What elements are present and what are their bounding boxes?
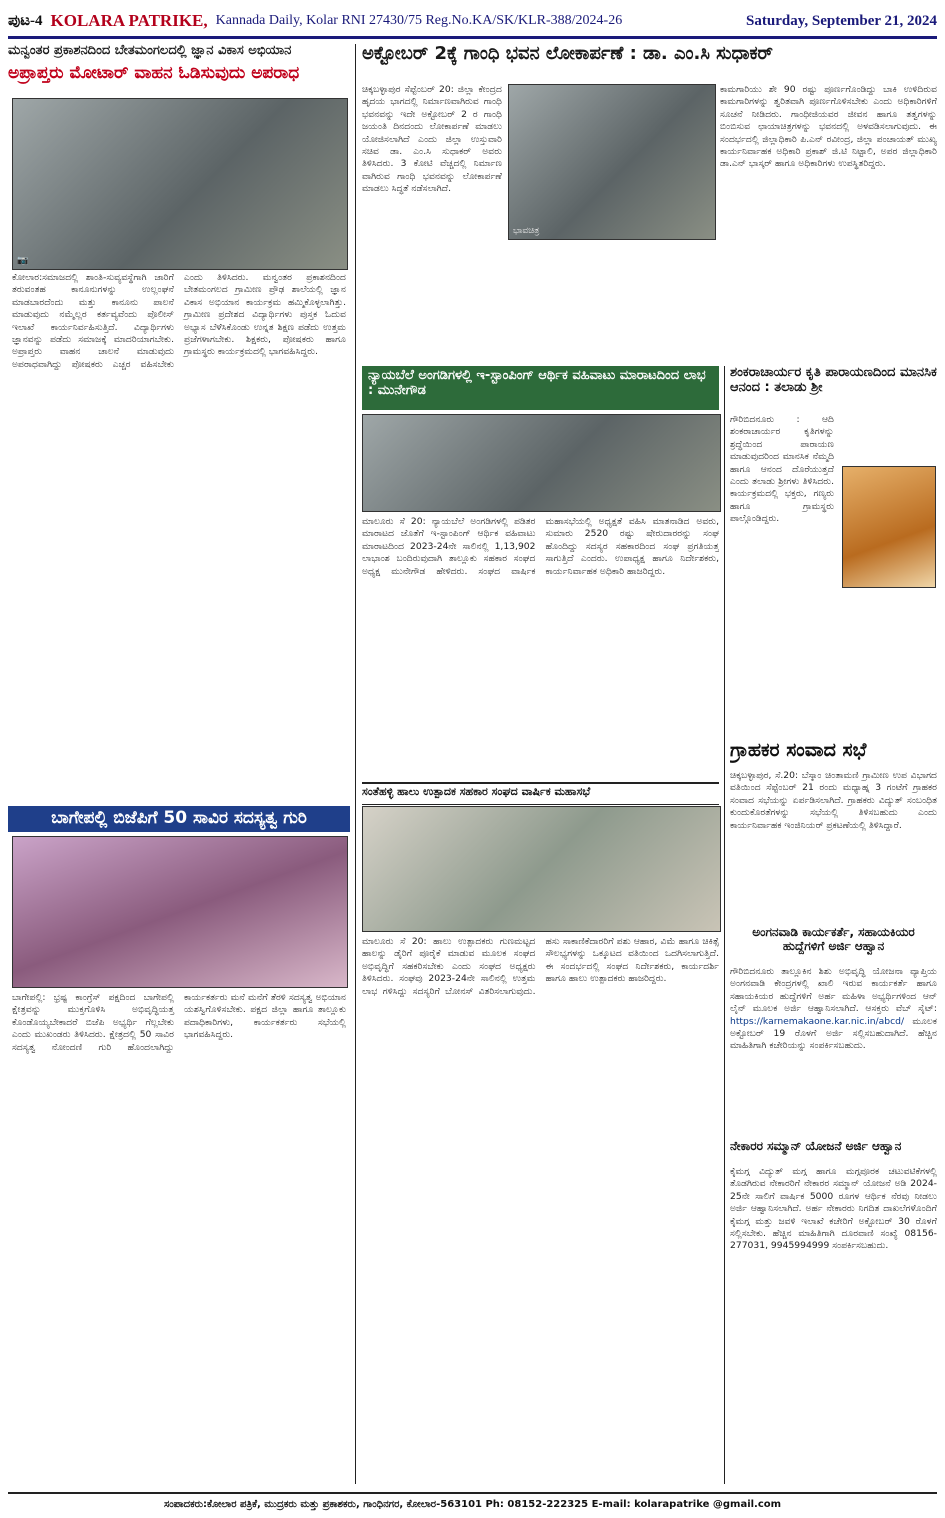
story8-body: ಗೌರಿಬಿದನೂರು ತಾಲ್ಲೂಕಿನ ಶಿಶು ಅಭಿವೃದ್ಧಿ ಯೋಜನಾ ವ್ಯಾಪ್ತಿಯ ಅಂಗನವಾಡಿ ಕೇಂದ್ರಗಳಲ್ಲಿ ಖಾಲಿ ಇರುವ ಕಾರ್ಯಕರ್ತೆ ಹಾಗೂ ಸಹಾಯಕಿಯರ ಹುದ್ದೆಗಳಿಗೆ ಅರ್ಹ ಮಹಿಳಾ ಅಭ್ಯರ್ಥಿಗಳಿಂದ ಆನ್ ಲೈನ್ ಮೂಲಕ ಅರ್ಜಿ ಆಹ್ವಾನಿಸಲಾಗಿದೆ. ಆಸಕ್ತರು ವೆಬ್ ಸೈಟ್: (730, 966, 937, 1015)
story9-body: ಕೈಮಗ್ಗ ವಿದ್ಯುತ್ ಮಗ್ಗ ಹಾಗೂ ಮಗ್ಗಪೂರಕ ಚಟುವಟಿಕೆಗಳಲ್ಲಿ ತೊಡಗಿರುವ ನೇಕಾರರಿಗೆ ನೇಕಾರರ ಸಮ್ಮಾನ್ ಯೋಜನೆ ಅಡಿ 2024-25ನೇ ಸಾಲಿಗೆ ವಾರ್ಷಿಕ 5000 ರೂಗಳ ಆರ್ಥಿಕ ನೆರವು ನೀಡಲು ಅರ್ಜಿ ಆಹ್ವಾನಿಸಲಾಗಿದೆ. ಅರ್ಹ ನೇಕಾರರು ನಿಗದಿತ ದಾಖಲೆಗಳೊಂದಿಗೆ ಕೈಮಗ್ಗ ಮತ್ತು ಜವಳಿ ಇಲಾಖೆ ಕಚೇರಿಗೆ ಅಕ್ಟೋಬರ್ 30 ರೊಳಗೆ ಸಲ್ಲಿಸಬೇಕು. ಹೆಚ್ಚಿನ ಮಾಹಿತಿಗಾಗಿ ದೂರವಾಣಿ ಸಂಖ್ಯೆ 08156-277031, 9945994999 ಸಂಪರ್ಕಿಸಬಹುದು. (730, 1166, 937, 1252)
column-divider-1 (355, 44, 356, 1484)
story1-photo-caption-icon: 📷 (17, 256, 29, 266)
story1-kicker: ಮನ್ವಂತರ ಪ್ರಕಾಶನದಿಂದ ಬೇತಮಂಗಲದಲ್ಲಿ ಜ್ಞಾನ ವಿಕಾಸ ಅಭಿಯಾನ (8, 44, 292, 58)
story8-body-after: ಮೂಲಕ ಅಕ್ಟೋಬರ್ 19 ರೊಳಗೆ ಅರ್ಜಿ ಸಲ್ಲಿಸಬಹುದಾಗಿದೆ. ಹೆಚ್ಚಿನ ಮಾಹಿತಿಗಾಗಿ ಕಚೇರಿಯನ್ನು ಸಂಪರ್ಕಿಸಬಹುದು. (730, 1015, 937, 1052)
story4-body: ಮಾಲೂರು ಸೆ 20: ಹಾಲು ಉತ್ಪಾದಕರು ಗುಣಮಟ್ಟದ ಹಾಲನ್ನು ಡೈರಿಗೆ ಪೂರೈಕೆ ಮಾಡುವ ಮೂಲಕ ಸಂಘದ ಅಭಿವೃದ್ಧಿಗೆ ಸಹಕರಿಸಬೇಕು ಎಂದು ಸಂಘದ ಅಧ್ಯಕ್ಷರು ತಿಳಿಸಿದರು. ಸಂಘವು 2023-24ನೇ ಸಾಲಿನಲ್ಲಿ ಉತ್ತಮ ಲಾಭ ಗಳಿಸಿದ್ದು ಸದಸ್ಯರಿಗೆ ಬೋನಸ್ ವಿತರಿಸಲಾಗುವುದು. ಹಸು ಸಾಕಾಣಿಕೆದಾರರಿಗೆ ಪಶು ಆಹಾರ, ವಿಮೆ ಹಾಗೂ ಚಿಕಿತ್ಸೆ ಸೌಲಭ್ಯಗಳನ್ನು ಒಕ್ಕೂಟದ ವತಿಯಿಂದ ಒದಗಿಸಲಾಗುತ್ತಿದೆ. ಈ ಸಂದರ್ಭದಲ್ಲಿ ಸಂಘದ ನಿರ್ದೇಶಕರು, ಕಾರ್ಯದರ್ಶಿ ಹಾಗೂ ಹಾಲು ಉತ್ಪಾದಕರು ಹಾಜರಿದ್ದರು. (362, 936, 719, 997)
story5-photo (12, 836, 348, 988)
story2-body-left: ಚಿಕ್ಕಬಳ್ಳಾಪುರ ಸೆಪ್ಟೆಂಬರ್ 20: ಜಿಲ್ಲಾ ಕೇಂದ್ರದ ಹೃದಯ ಭಾಗದಲ್ಲಿ ನಿರ್ಮಾಣವಾಗಿರುವ ಗಾಂಧಿ ಭವನವನ್ನು ಇದೇ ಅಕ್ಟೋಬರ್ 2 ರ ಗಾಂಧಿ ಜಯಂತಿ ದಿನದಂದು ಲೋಕಾರ್ಪಣೆ ಮಾಡಲು ಯೋಜಿಸಲಾಗಿದೆ ಎಂದು ಜಿಲ್ಲಾ ಉಸ್ತುವಾರಿ ಸಚಿವ ಡಾ. ಎಂ.ಸಿ ಸುಧಾಕರ್ ಅವರು ತಿಳಿಸಿದರು. 3 ಕೋಟಿ ವೆಚ್ಚದಲ್ಲಿ ನಿರ್ಮಾಣ ವಾಗಿರುವ ಗಾಂಧಿ ಭವನವನ್ನು ಲೋಕಾರ್ಪಣೆ ಮಾಡಲು ಸಿದ್ಧತೆ ನಡೆಸಲಾಗಿದೆ. (362, 84, 502, 195)
story8-body-box (730, 966, 937, 1136)
page-number: ಪುಟ-4 (8, 13, 43, 29)
story1-photo (12, 98, 348, 270)
footer (8, 1492, 937, 1514)
paper-info: Kannada Daily, Kolar RNI 27430/75 Reg.No.KA/SK/KLR-388/2024-26 (215, 13, 623, 28)
story1-headline: ಅಪ್ರಾಪ್ತರು ಮೋಟಾರ್ ವಾಹನ ಓಡಿಸುವುದು ಅಪರಾಧ (8, 64, 300, 83)
story3-headline: ನ್ಯಾಯಬೆಲೆ ಅಂಗಡಿಗಳಲ್ಲಿ ಇ-ಸ್ಟಾಂಪಿಂಗ್ ಆರ್ಥಿಕ ವಹಿವಾಟು ಮಾರಾಟದಿಂದ ಲಾಭ : ಮುನೇಗೌಡ (368, 368, 706, 398)
story9-headline: ನೇಕಾರರ ಸಮ್ಮಾನ್ ಯೋಜನೆ ಅರ್ಜಿ ಆಹ್ವಾನ (730, 1140, 902, 1153)
story2-body-right: ಕಾಮಗಾರಿಯು ಶೇ 90 ರಷ್ಟು ಪೂರ್ಣಗೊಂಡಿದ್ದು ಬಾಕಿ ಉಳಿದಿರುವ ಕಾಮಗಾರಿಗಳನ್ನು ತ್ವರಿತವಾಗಿ ಪೂರ್ಣಗೊಳಿಸಬೇಕು ಎಂದು ಅಧಿಕಾರಿಗಳಿಗೆ ಸೂಚನೆ ನೀಡಿದರು. ಗಾಂಧೀಜಿಯವರ ಜೀವನ ಹಾಗೂ ತತ್ವಗಳನ್ನು ಬಿಂಬಿಸುವ ಛಾಯಾಚಿತ್ರಗಳನ್ನು ಭವನದಲ್ಲಿ ಅಳವಡಿಸಲಾಗುವುದು. ಈ ಸಂದರ್ಭದಲ್ಲಿ ಜಿಲ್ಲಾಧಿಕಾರಿ ಪಿ.ಎನ್ ರವೀಂದ್ರ, ಜಿಲ್ಲಾ ಪಂಚಾಯತ್ ಮುಖ್ಯ ಕಾರ್ಯನಿರ್ವಾಹಕ ಅಧಿಕಾರಿ ಪ್ರಕಾಶ್ ಜಿ.ಟಿ ನಿಟ್ಟಾಲಿ, ಅಪರ ಜಿಲ್ಲಾಧಿಕಾರಿ ಡಾ.ಎನ್ ಭಾಸ್ಕರ್ ಹಾಗೂ ಅಧಿಕಾರಿಗಳು ಉಪಸ್ಥಿತರಿದ್ದರು. (720, 84, 937, 170)
story7-body: ಚಿಕ್ಕಬಳ್ಳಾಪುರ, ಸೆ.20: ಬೆಸ್ಕಾಂ ಚಿಂತಾಮಣಿ ಗ್ರಾಮೀಣ ಉಪ ವಿಭಾಗದ ವತಿಯಿಂದ ಸೆಪ್ಟೆಂಬರ್ 21 ರಂದು ಮಧ್ಯಾಹ್ನ 3 ಗಂಟೆಗೆ ಗ್ರಾಹಕರ ಸಂವಾದ ಸಭೆಯನ್ನು ಏರ್ಪಡಿಸಲಾಗಿದೆ. ಗ್ರಾಹಕರು ವಿದ್ಯುತ್ ಸಂಬಂಧಿತ ಕುಂದುಕೊರತೆಗಳನ್ನು ಸಭೆಯಲ್ಲಿ ತಿಳಿಸಬಹುದು ಎಂದು ಕಾರ್ಯನಿರ್ವಾಹಕ ಇಂಜಿನಿಯರ್ ಪ್ರಕಟಣೆಯಲ್ಲಿ ತಿಳಿಸಿದ್ದಾರೆ. (730, 770, 937, 831)
story1-body: ಕೋಲಾರ:ಸಮಾಜದಲ್ಲಿ ಶಾಂತಿ-ಸುವ್ಯವಸ್ಥೆಗಾಗಿ ಜಾರಿಗೆ ತರುವಂತಹ ಕಾನೂನುಗಳನ್ನು ಉಲ್ಲಂಘನೆ ಮಾಡಬಾರದೆಂದು ಮತ್ತು ಕಾನೂನು ಪಾಲನೆ ಮಾಡುವುದು ನಮ್ಮೆಲ್ಲರ ಕರ್ತವ್ಯವೆಂದು ಪೊಲೀಸ್ ಇಲಾಖೆ ಕಾರ್ಯನಿರ್ವಹಿಸುತ್ತಿದೆ. ವಿದ್ಯಾರ್ಥಿಗಳು ಜ್ಞಾನವನ್ನು ಪಡೆದು ಸಮಾಜಕ್ಕೆ ಮಾದರಿಯಾಗಬೇಕು. ಅಪ್ರಾಪ್ತರು ವಾಹನ ಚಾಲನೆ ಮಾಡುವುದು ಅಪರಾಧವಾಗಿದ್ದು ಪೋಷಕರು ಎಚ್ಚರ ವಹಿಸಬೇಕು ಎಂದು ತಿಳಿಸಿದರು. ಮನ್ವಂತರ ಪ್ರಕಾಶನದಿಂದ ಬೇತಮಂಗಲದ ಗ್ರಾಮೀಣ ಪ್ರೌಢ ಶಾಲೆಯಲ್ಲಿ ಜ್ಞಾನ ವಿಕಾಸ ಅಭಿಯಾನ ಕಾರ್ಯಕ್ರಮ ಹಮ್ಮಿಕೊಳ್ಳಲಾಗಿತ್ತು. ಗ್ರಾಮೀಣ ಪ್ರದೇಶದ ವಿದ್ಯಾರ್ಥಿಗಳು ಪುಸ್ತಕ ಓದುವ ಅಭ್ಯಾಸ ಬೆಳೆಸಿಕೊಂಡು ಉನ್ನತ ಶಿಕ್ಷಣ ಪಡೆದು ಉತ್ತಮ ಪ್ರಜೆಗಳಾಗಬೇಕು. ಶಿಕ್ಷಕರು, ಪೋಷಕರು ಹಾಗೂ ಗ್ರಾಮಸ್ಥರು ಕಾರ್ಯಕ್ರಮದಲ್ಲಿ ಭಾಗವಹಿಸಿದ್ದರು. (12, 272, 346, 370)
story5-body: ಬಾಗೇಪಲ್ಲಿ: ಭ್ರಷ್ಟ ಕಾಂಗ್ರೆಸ್ ಪಕ್ಷದಿಂದ ಬಾಗೇಪಲ್ಲಿ ಕ್ಷೇತ್ರವನ್ನು ಮುಕ್ತಗೊಳಿಸಿ ಅಭಿವೃದ್ಧಿಯತ್ತ ಕೊಂಡೊಯ್ಯಬೇಕಾದರೆ ಬಿಜೆಪಿ ಅಭ್ಯರ್ಥಿ ಗೆಲ್ಲಬೇಕು ಎಂದು ಮುಖಂಡರು ತಿಳಿಸಿದರು. ಕ್ಷೇತ್ರದಲ್ಲಿ 50 ಸಾವಿರ ಸದಸ್ಯತ್ವ ನೋಂದಣಿ ಗುರಿ ಹೊಂದಲಾಗಿದ್ದು ಕಾರ್ಯಕರ್ತರು ಮನೆ ಮನೆಗೆ ತೆರಳಿ ಸದಸ್ಯತ್ವ ಅಭಿಯಾನ ಯಶಸ್ವಿಗೊಳಿಸಬೇಕು. ಪಕ್ಷದ ಜಿಲ್ಲಾ ಹಾಗೂ ತಾಲ್ಲೂಕು ಪದಾಧಿಕಾರಿಗಳು, ಕಾರ್ಯಕರ್ತರು ಸಭೆಯಲ್ಲಿ ಭಾಗವಹಿಸಿದ್ದರು. (12, 992, 346, 1053)
story8-headline: ಅಂಗನವಾಡಿ ಕಾರ್ಯಕರ್ತೆ, ಸಹಾಯಕಿಯರ ಹುದ್ದೆಗಳಿಗೆ ಅರ್ಜಿ ಆಹ್ವಾನ (752, 926, 915, 953)
story2-headline-box (362, 44, 937, 78)
story4-photo (362, 806, 721, 932)
story7-headline-box (730, 740, 937, 766)
story2-photo (508, 84, 716, 240)
story7-headline: ಗ್ರಾಹಕರ ಸಂವಾದ ಸಭೆ (730, 740, 867, 761)
story1-headline-box (8, 64, 350, 96)
story5-headline-box (8, 806, 350, 832)
story5-headline: ಬಾಗೇಪಲ್ಲಿ ಬಿಜೆಪಿಗೆ 50 ಸಾವಿರ ಸದಸ್ಯತ್ವ ಗುರಿ (51, 808, 307, 829)
story8-headline-box (730, 926, 937, 962)
story3-headline-box (362, 366, 719, 410)
story6-headline-box (730, 366, 937, 410)
story9-headline-box (730, 1140, 937, 1162)
story6-photo (842, 466, 936, 588)
story6-headline: ಶಂಕರಾಚಾರ್ಯರ ಕೃತಿ ಪಾರಾಯಣದಿಂದ ಮಾನಸಿಕ ಆನಂದ : ತಲಾಡು ಶ್ರೀ (730, 366, 937, 395)
masthead (8, 6, 937, 39)
story8-url-link[interactable]: https://karnemakaone.kar.nic.in/abcd/ (730, 1015, 905, 1027)
story3-body: ಮಾಲೂರು ಸೆ 20: ನ್ಯಾಯಬೆಲೆ ಅಂಗಡಿಗಳಲ್ಲಿ ಪಡಿತರ ಮಾರಾಟದ ಜೊತೆಗೆ ಇ-ಸ್ಟಾಂಪಿಂಗ್ ಆರ್ಥಿಕ ವಹಿವಾಟು ಮಾರಾಟದಿಂದ 2023-24ನೇ ಸಾಲಿನಲ್ಲಿ 1,13,902 ಲಾಭಾಂಶ ಬಂದಿರುವುದಾಗಿ ತಾಲ್ಲೂಕು ಸಹಕಾರ ಸಂಘದ ಅಧ್ಯಕ್ಷ ಮುನೇಗೌಡ ಹೇಳಿದರು. ಸಂಘದ ವಾರ್ಷಿಕ ಮಹಾಸಭೆಯಲ್ಲಿ ಅಧ್ಯಕ್ಷತೆ ವಹಿಸಿ ಮಾತನಾಡಿದ ಅವರು, ಸುಮಾರು 2520 ರಷ್ಟು ಷೇರುದಾರರನ್ನು ಸಂಘ ಹೊಂದಿದ್ದು ಸದಸ್ಯರ ಸಹಕಾರದಿಂದ ಸಂಘ ಪ್ರಗತಿಯತ್ತ ಸಾಗುತ್ತಿದೆ ಎಂದರು. ಉಪಾಧ್ಯಕ್ಷ ಹಾಗೂ ನಿರ್ದೇಶಕರು, ಕಾರ್ಯನಿರ್ವಾಹಕ ಅಧಿಕಾರಿ ಹಾಜರಿದ್ದರು. (362, 516, 719, 577)
story2-headline: ಅಕ್ಟೋಬರ್ 2ಕ್ಕೆ ಗಾಂಧಿ ಭವನ ಲೋಕಾರ್ಪಣೆ : ಡಾ. ಎಂ.ಸಿ ಸುಧಾಕರ್ (362, 44, 773, 64)
issue-date: Saturday, September 21, 2024 (746, 12, 937, 29)
footer-text: ಸಂಪಾದಕರು:ಕೋಲಾರ ಪತ್ರಿಕೆ, ಮುದ್ರಕರು ಮತ್ತು ಪ್ರಕಾಶಕರು, ಗಾಂಧಿನಗರ, ಕೋಲಾರ-563101 Ph: 08152-222325 E-mail: kolarapatrike @gmail.com (163, 1498, 782, 1510)
column-divider-2 (724, 366, 725, 1484)
story6-body: ಗೌರಿಬಿದನೂರು : ಆದಿ ಶಂಕರಾಚಾರ್ಯರ ಕೃತಿಗಳನ್ನು ಶ್ರದ್ಧೆಯಿಂದ ಪಾರಾಯಣ ಮಾಡುವುದರಿಂದ ಮಾನಸಿಕ ನೆಮ್ಮದಿ ಹಾಗೂ ಆನಂದ ದೊರೆಯುತ್ತದೆ ಎಂದು ತಲಾಡು ಶ್ರೀಗಳು ತಿಳಿಸಿದರು. ಕಾರ್ಯಕ್ರಮದಲ್ಲಿ ಭಕ್ತರು, ಗಣ್ಯರು ಹಾಗೂ ಗ್ರಾಮಸ್ಥರು ಪಾಲ್ಗೊಂಡಿದ್ದರು. (730, 414, 834, 525)
story4-headline: ಸಂತೆಹಳ್ಳಿ ಹಾಲು ಉತ್ಪಾದಕ ಸಹಕಾರ ಸಂಘದ ವಾರ್ಷಿಕ ಮಹಾಸಭೆ (362, 785, 591, 798)
paper-name: KOLARA PATRIKE, (50, 11, 208, 30)
story4-headline-box (362, 782, 719, 805)
story2-photo-label: ಭಾವಚಿತ್ರ (513, 226, 540, 236)
story3-photo (362, 414, 721, 512)
